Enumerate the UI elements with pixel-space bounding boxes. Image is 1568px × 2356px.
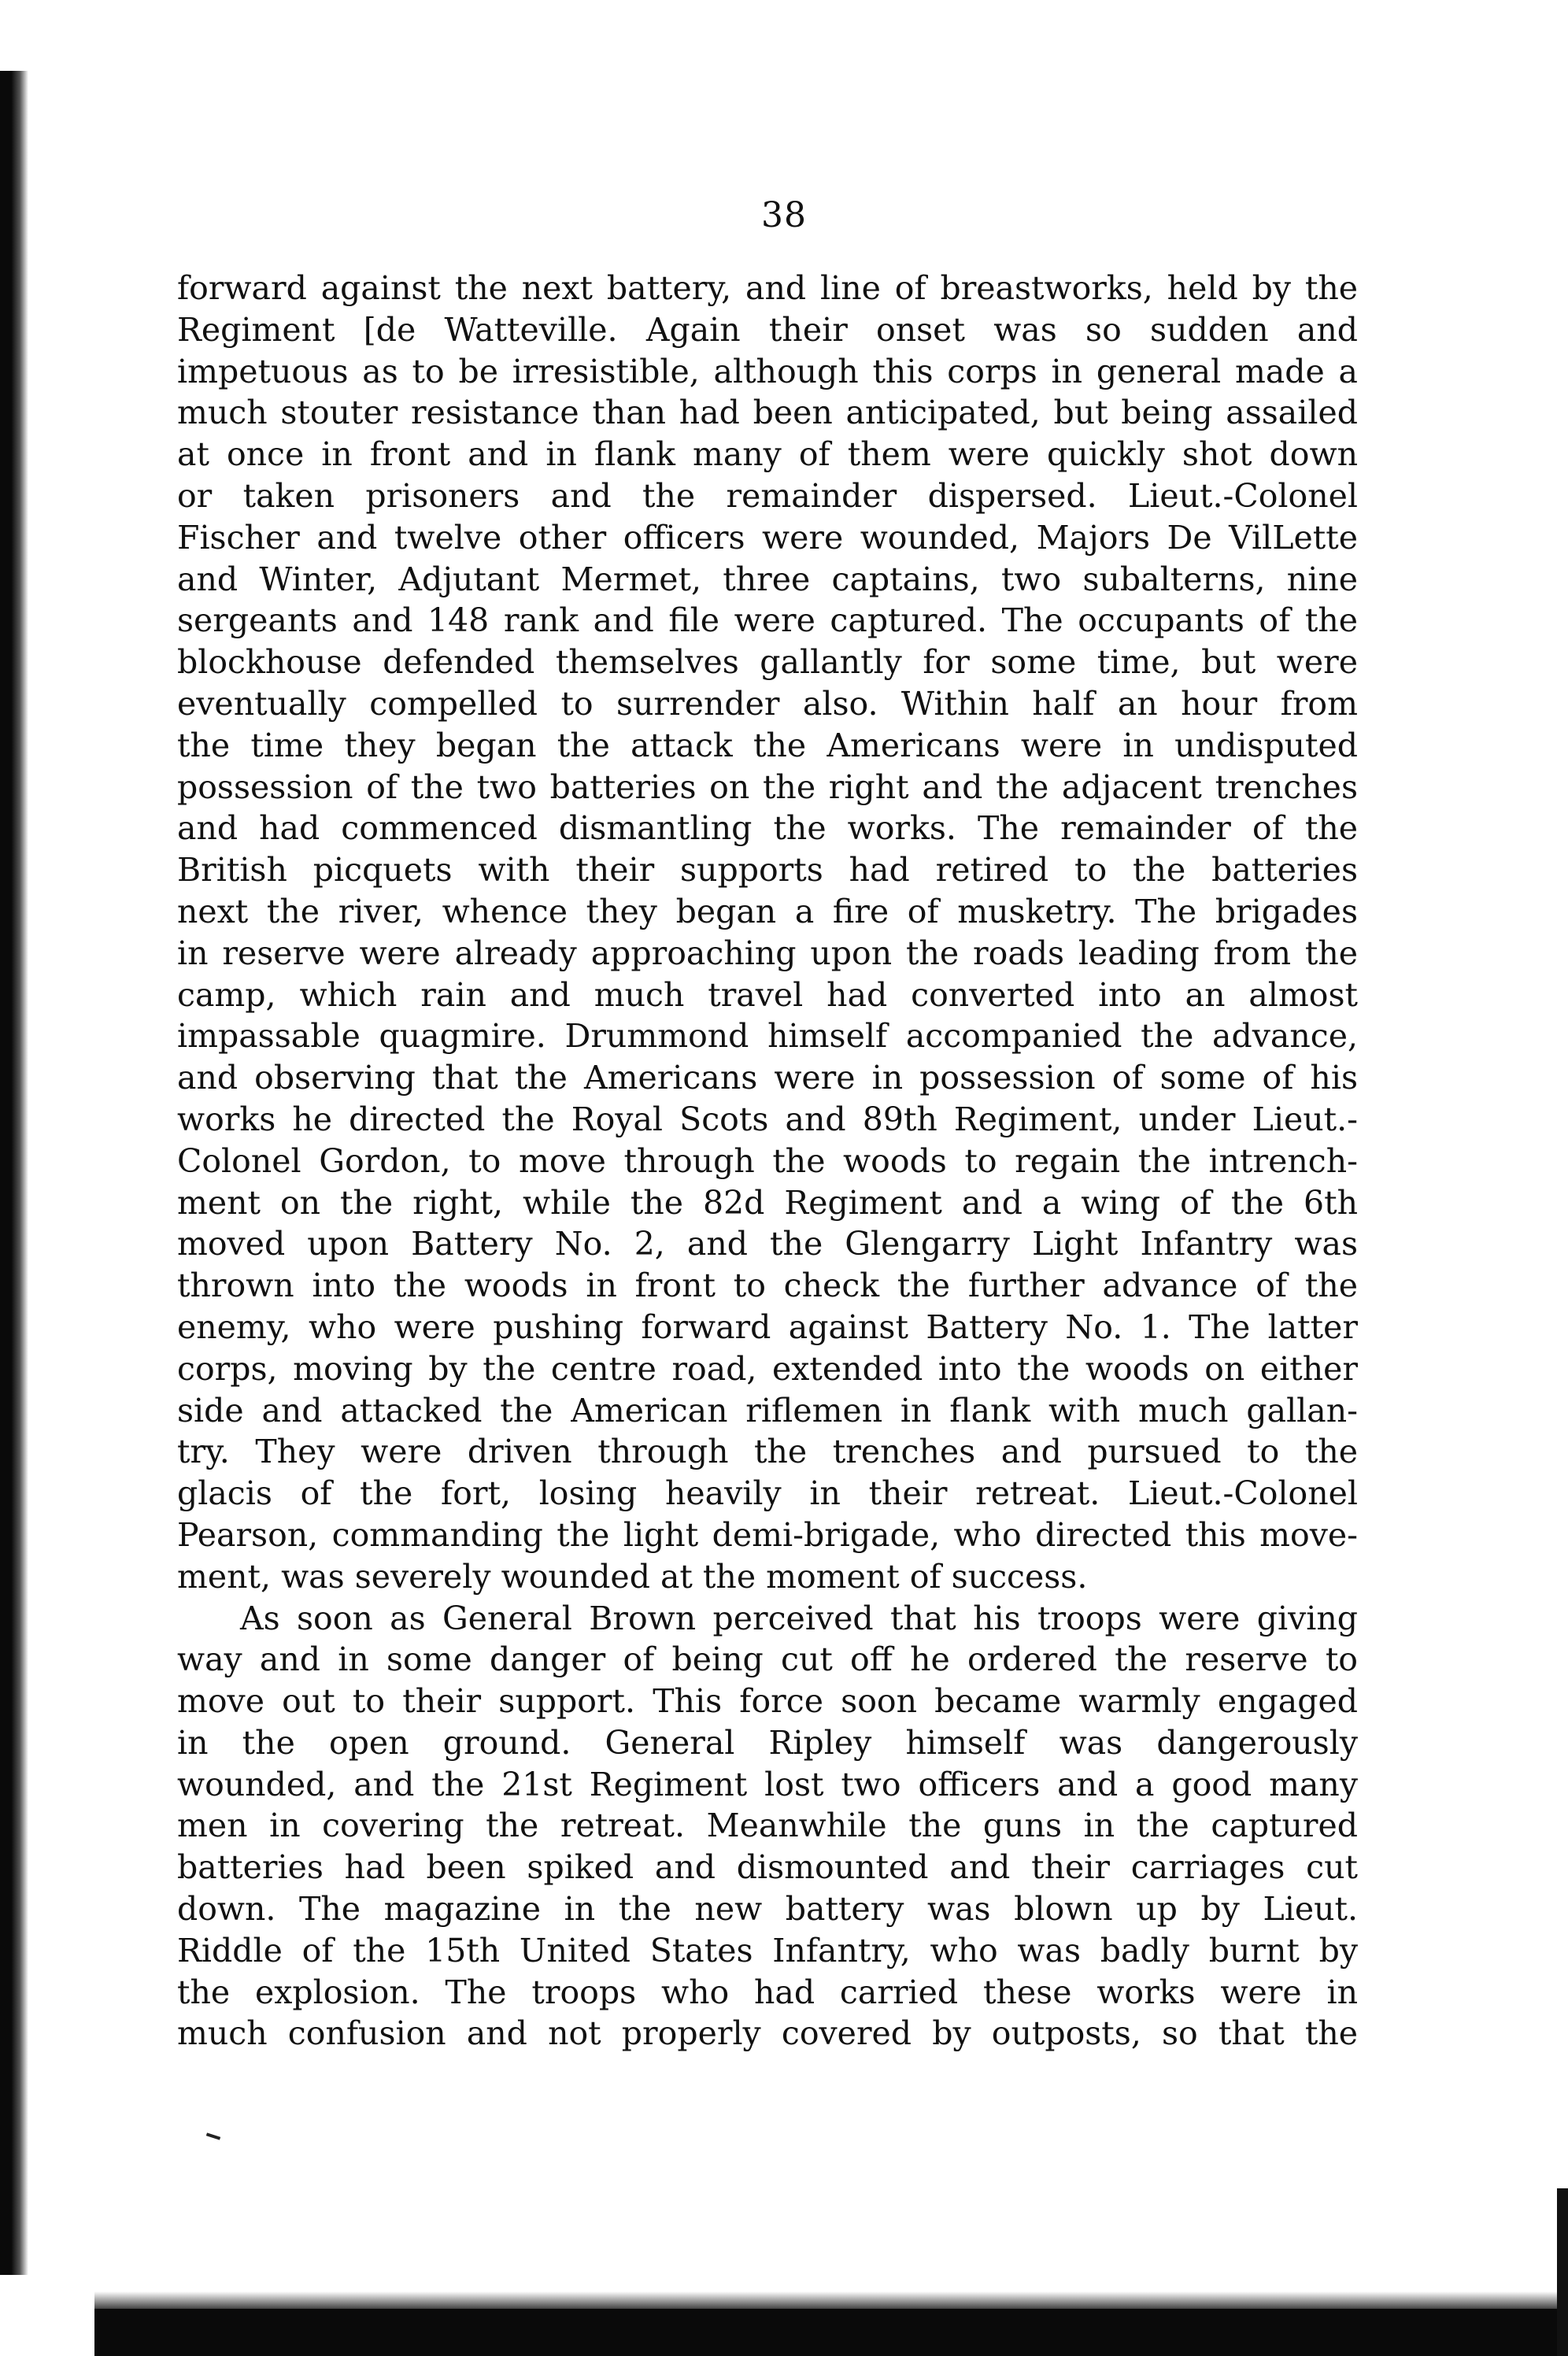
text-line: and had commenced dismantling the works. The remainder of the — [177, 809, 1358, 848]
text-line: at once in front and in flank many of them were quickly shot down — [177, 435, 1358, 474]
text-line: camp, which rain and much travel had converted into an almost — [177, 975, 1358, 1014]
text-line: the explosion. The troops who had carried these works were in — [177, 1973, 1358, 2011]
text-line: ment on the right, while the 82d Regiment and a wing of the 6th — [177, 1183, 1358, 1222]
text-line: possession of the two batteries on the right and the adjacent trenches — [177, 767, 1358, 806]
text-line: and observing that the Americans were in possession of some of his — [177, 1059, 1358, 1097]
text-line: blockhouse defended themselves gallantly for some time, but were — [177, 643, 1358, 682]
text-line: move out to their support. This force soon became warmly engaged — [177, 1682, 1358, 1721]
text-line: sergeants and 148 rank and file were captured. The occupants of the — [177, 601, 1358, 640]
text-line: impetuous as to be irresistible, although this corps in general made a — [177, 352, 1358, 390]
text-line: down. The magazine in the new battery was blown up by Lieut. — [177, 1890, 1358, 1929]
text-line: Pearson, commanding the light demi-brigade, who directed this move- — [177, 1515, 1358, 1554]
text-line: next the river, whence they began a fire of musketry. The brigades — [177, 892, 1358, 930]
paragraph-1 — [177, 268, 1358, 1598]
text-line: British picquets with their supports had retired to the batteries — [177, 851, 1358, 890]
scan-border-bottom — [94, 2309, 1568, 2356]
text-line: enemy, who were pushing forward against Battery No. 1. The latter — [177, 1307, 1358, 1346]
text-line: moved upon Battery No. 2, and the Glengarry Light Infantry was — [177, 1225, 1358, 1263]
text-line: and Winter, Adjutant Mermet, three captains, two subalterns, nine — [177, 560, 1358, 598]
text-line: ment, was severely wounded at the moment of success. — [177, 1557, 1088, 1596]
text-line: much confusion and not properly covered by outposts, so that the — [177, 2014, 1358, 2053]
text-line: or taken prisoners and the remainder dispersed. Lieut.-Colonel — [177, 476, 1358, 515]
scan-border-bottom-fade — [94, 2291, 1568, 2309]
text-line: corps, moving by the centre road, extended into the woods on either — [177, 1349, 1358, 1388]
scan-border-left — [0, 71, 28, 2275]
text-line: way and in some danger of being cut off he ordered the reserve to — [177, 1640, 1358, 1679]
text-line: Riddle of the 15th United States Infantry, who was badly burnt by — [177, 1931, 1358, 1969]
text-line: in the open ground. General Ripley himself was dangerously — [177, 1723, 1358, 1762]
text-line: works he directed the Royal Scots and 89th Regiment, under Lieut.- — [177, 1100, 1358, 1138]
text-line: the time they began the attack the Americans were in undisputed — [177, 726, 1358, 764]
text-line: batteries had been spiked and dismounted and their carriages cut — [177, 1848, 1358, 1887]
text-line: impassable quagmire. Drummond himself accompanied the advance, — [177, 1017, 1358, 1056]
scan-speck — [206, 2132, 220, 2140]
text-line: glacis of the fort, losing heavily in their retreat. Lieut.-Colonel — [177, 1474, 1358, 1513]
text-line: thrown into the woods in front to check the further advance of the — [177, 1267, 1358, 1305]
body-text — [177, 268, 1358, 2055]
text-line: wounded, and the 21st Regiment lost two officers and a good many — [177, 1765, 1358, 1803]
text-line: forward against the next battery, and line of breastworks, held by the — [177, 269, 1358, 307]
text-line: Regiment [de Watteville. Again their onset was so sudden and — [177, 310, 1358, 349]
text-line: men in covering the retreat. Meanwhile the guns in the captured — [177, 1807, 1358, 1845]
text-line: much stouter resistance than had been anticipated, but being assailed — [177, 394, 1358, 432]
page-number: 38 — [761, 195, 807, 235]
text-line: eventually compelled to surrender also. Within half an hour from — [177, 684, 1358, 723]
text-line: side and attacked the American riflemen in flank with much gallan- — [177, 1391, 1358, 1430]
text-line: in reserve were already approaching upon the roads leading from the — [177, 934, 1358, 972]
scan-border-right — [1557, 2188, 1568, 2356]
text-line: Fischer and twelve other officers were wounded, Majors De VilLette — [177, 518, 1358, 557]
text-line: try. They were driven through the trenches and pursued to the — [177, 1433, 1358, 1471]
text-line: Colonel Gordon, to move through the woods to regain the intrench- — [177, 1141, 1358, 1180]
paragraph-2 — [177, 1598, 1358, 2055]
text-line: As soon as General Brown perceived that his troops were giving — [240, 1599, 1358, 1637]
